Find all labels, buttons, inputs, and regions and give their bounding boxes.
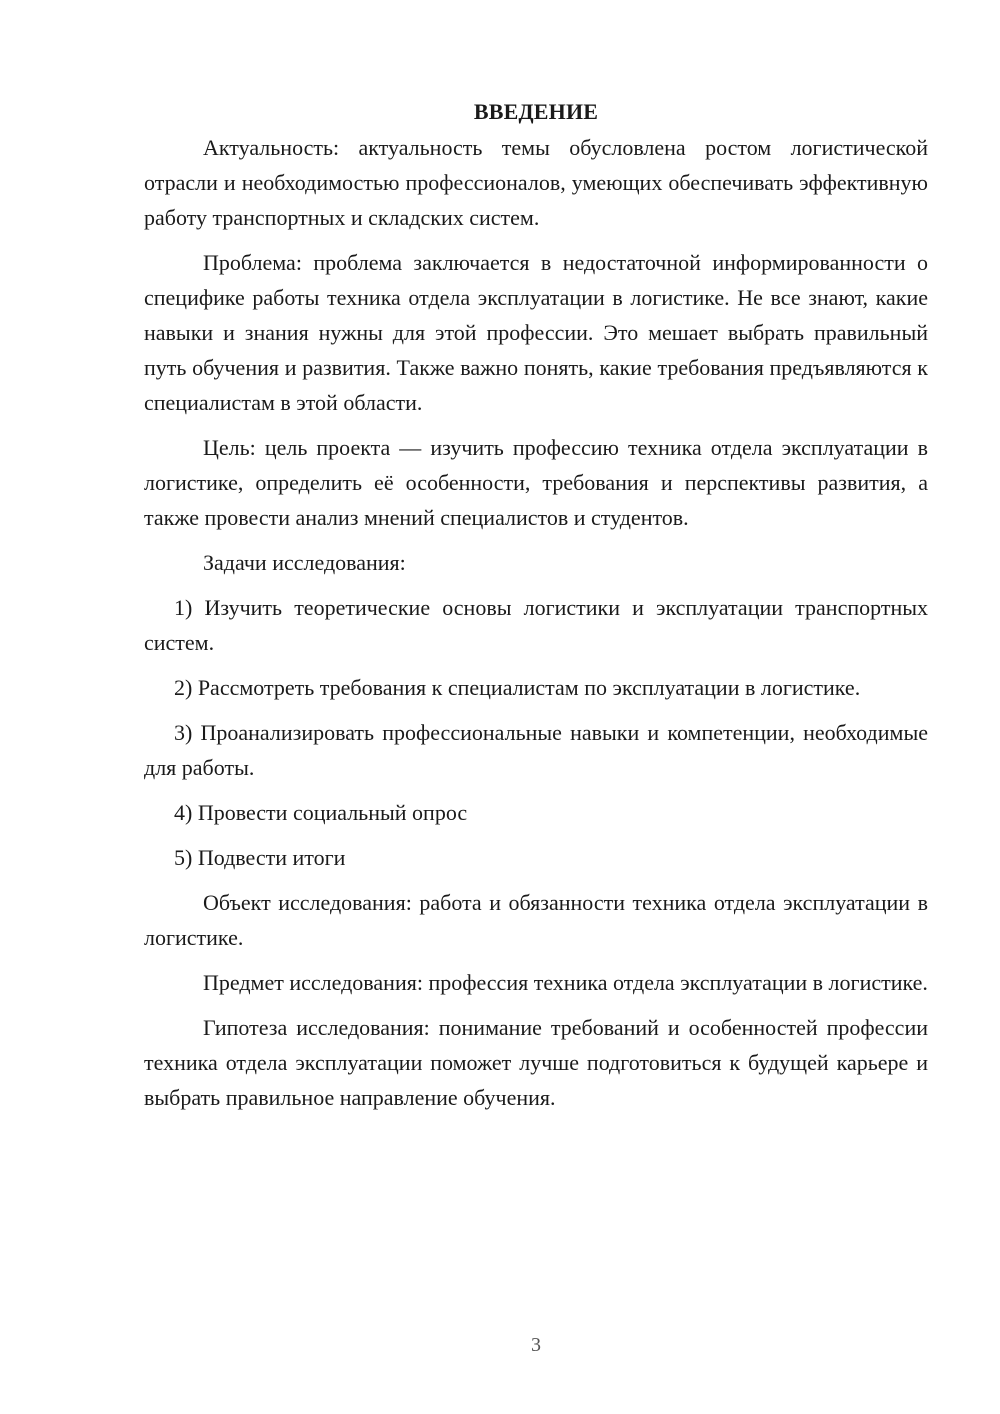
page-content (144, 94, 928, 1125)
paragraph-relevance: Актуальность: актуальность темы обусловлена ростом логистической отрасли и необходимостью профессионалов, умеющих обеспечивать эффективную работу транспортных и складских систем. (144, 135, 928, 230)
task-item-4: 4) Провести социальный опрос (174, 800, 468, 825)
task-item-2: 2) Рассмотреть требования к специалистам по эксплуатации в логистике. (174, 675, 861, 700)
page-title: ВВЕДЕНИЕ (473, 99, 599, 124)
paragraph-goal: Цель: цель проекта — изучить профессию техника отдела эксплуатации в логистике, определить её особенности, требования и перспективы развития, а также провести анализ мнений специалистов и студентов. (144, 435, 928, 530)
task-item-1: 1) Изучить теоретические основы логистики и эксплуатации транспортных систем. (144, 595, 928, 655)
tasks-list (144, 590, 928, 875)
page-number: 3 (531, 1334, 541, 1356)
paragraph-subject: Предмет исследования: профессия техника отдела эксплуатации в логистике. (203, 970, 928, 995)
tasks-heading: Задачи исследования: (203, 550, 406, 575)
paragraph-hypothesis: Гипотеза исследования: понимание требований и особенностей профессии техника отдела эксплуатации поможет лучше подготовиться к будущей карьере и выбрать правильное направление обучения. (144, 1015, 928, 1110)
paragraph-object: Объект исследования: работа и обязанности техника отдела эксплуатации в логистике. (144, 890, 928, 950)
task-item-3: 3) Проанализировать профессиональные навыки и компетенции, необходимые для работы. (144, 720, 928, 780)
paragraph-problem: Проблема: проблема заключается в недостаточной информированности о специфике работы техника отдела эксплуатации в логистике. Не все знают, какие навыки и знания нужны для этой профессии. Это мешает выбрать правильный путь обучения и развития. Также важно понять, какие требования предъявляются к специалистам в этой области. (144, 250, 928, 415)
task-item-5: 5) Подвести итоги (174, 845, 346, 870)
